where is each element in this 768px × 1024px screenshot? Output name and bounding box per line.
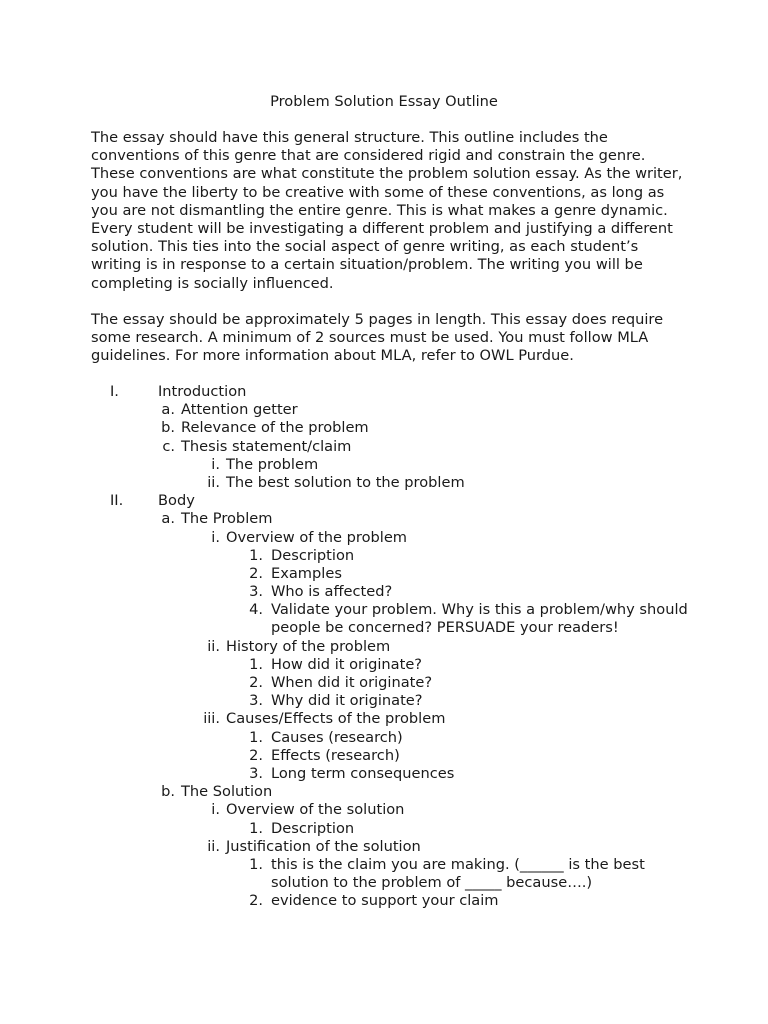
outline-item bbox=[0, 583, 768, 601]
outline-marker: II. bbox=[110, 492, 124, 510]
outline-text: Examples bbox=[271, 564, 342, 582]
outline-text: Validate your problem. Why is this a problem/why should people be concerned? PERSUADE your readers! bbox=[271, 601, 688, 637]
outline-item bbox=[0, 838, 768, 856]
outline-text: When did it originate? bbox=[271, 674, 433, 692]
outline-item bbox=[0, 401, 768, 419]
outline-marker: 1. bbox=[249, 728, 263, 746]
outline-marker: 1. bbox=[249, 546, 263, 564]
outline-marker: 1. bbox=[249, 655, 263, 673]
outline-item bbox=[0, 729, 768, 747]
outline-text: Description bbox=[271, 546, 355, 564]
outline-marker: b. bbox=[161, 419, 175, 437]
outline-item bbox=[0, 856, 768, 892]
outline-text: Who is affected? bbox=[271, 583, 393, 601]
outline-text: The best solution to the problem bbox=[226, 473, 465, 491]
outline-item bbox=[0, 710, 768, 728]
outline-item bbox=[0, 438, 768, 456]
outline-marker: ii. bbox=[207, 473, 220, 491]
outline-text: this is the claim you are making. (______ is the best solution to the problem of _____ because….) bbox=[271, 855, 645, 892]
outline-item bbox=[0, 674, 768, 692]
outline-item bbox=[0, 529, 768, 547]
essay-outline bbox=[0, 383, 768, 911]
outline-marker: iii. bbox=[203, 710, 220, 728]
outline-marker: 2. bbox=[249, 892, 263, 910]
outline-item bbox=[0, 547, 768, 565]
outline-text: Causes (research) bbox=[271, 728, 403, 746]
outline-text: Justification of the solution bbox=[226, 837, 421, 855]
outline-marker: 2. bbox=[249, 674, 263, 692]
outline-marker: i. bbox=[211, 455, 220, 473]
intro-paragraph: The essay should have this general structure. This outline includes the conventions of this genre that are considered rigid and constrain the genre. These conventions are what constitute the problem solution essay. As the writer, you have the liberty to be creative with some of these conventions, as long as you are not dismantling the entire genre. This is what makes a genre dynamic. Every student will be investigating a different problem and justifying a different solution. This ties into the social aspect of genre writing, as each student’s writing is in response to a certain situation/problem. The writing you will be completing is socially influenced. bbox=[91, 129, 683, 292]
outline-item bbox=[0, 474, 768, 492]
outline-text: Introduction bbox=[158, 383, 247, 400]
outline-item bbox=[0, 765, 768, 783]
outline-marker: ii. bbox=[207, 837, 220, 855]
outline-text: Overview of the solution bbox=[226, 801, 405, 819]
outline-item bbox=[0, 383, 768, 401]
outline-text: How did it originate? bbox=[271, 655, 423, 673]
outline-item bbox=[0, 601, 768, 637]
outline-text: Body bbox=[158, 492, 195, 510]
requirements-paragraph: The essay should be approximately 5 pages in length. This essay does require some research. A minimum of 2 sources must be used. You must follow MLA guidelines. For more information about MLA, refer to OWL Purdue. bbox=[91, 311, 664, 365]
page-title: Problem Solution Essay Outline bbox=[270, 93, 498, 110]
outline-marker: a. bbox=[161, 510, 175, 528]
outline-item bbox=[0, 783, 768, 801]
outline-item bbox=[0, 801, 768, 819]
outline-item bbox=[0, 747, 768, 765]
outline-text: History of the problem bbox=[226, 637, 391, 655]
outline-text: Description bbox=[271, 819, 355, 837]
outline-text: Thesis statement/claim bbox=[181, 437, 352, 455]
outline-marker: a. bbox=[161, 401, 175, 419]
outline-marker: ii. bbox=[207, 637, 220, 655]
outline-marker: 1. bbox=[249, 855, 263, 873]
outline-marker: 3. bbox=[249, 692, 263, 710]
outline-marker: 3. bbox=[249, 583, 263, 601]
outline-marker: 1. bbox=[249, 819, 263, 837]
outline-item bbox=[0, 820, 768, 838]
outline-item bbox=[0, 456, 768, 474]
outline-item bbox=[0, 565, 768, 583]
outline-text: Attention getter bbox=[181, 401, 298, 419]
outline-item bbox=[0, 492, 768, 510]
outline-text: Relevance of the problem bbox=[181, 419, 369, 437]
outline-text: The problem bbox=[226, 455, 319, 473]
outline-marker: i. bbox=[211, 801, 220, 819]
outline-marker: i. bbox=[211, 528, 220, 546]
outline-item bbox=[0, 892, 768, 910]
outline-text: The Problem bbox=[181, 510, 273, 528]
outline-marker: 2. bbox=[249, 564, 263, 582]
outline-marker: c. bbox=[162, 437, 175, 455]
outline-marker: I. bbox=[110, 383, 119, 400]
outline-text: Causes/Effects of the problem bbox=[226, 710, 446, 728]
outline-item bbox=[0, 692, 768, 710]
outline-item bbox=[0, 656, 768, 674]
outline-text: Effects (research) bbox=[271, 746, 400, 764]
outline-item bbox=[0, 510, 768, 528]
outline-text: The Solution bbox=[181, 783, 273, 801]
outline-text: Overview of the problem bbox=[226, 528, 408, 546]
outline-marker: 3. bbox=[249, 764, 263, 782]
outline-item bbox=[0, 638, 768, 656]
outline-item bbox=[0, 419, 768, 437]
outline-text: Long term consequences bbox=[271, 764, 455, 782]
outline-marker: b. bbox=[161, 783, 175, 801]
outline-text: Why did it originate? bbox=[271, 692, 423, 710]
outline-marker: 4. bbox=[249, 601, 263, 619]
outline-marker: 2. bbox=[249, 746, 263, 764]
outline-text: evidence to support your claim bbox=[271, 892, 499, 910]
